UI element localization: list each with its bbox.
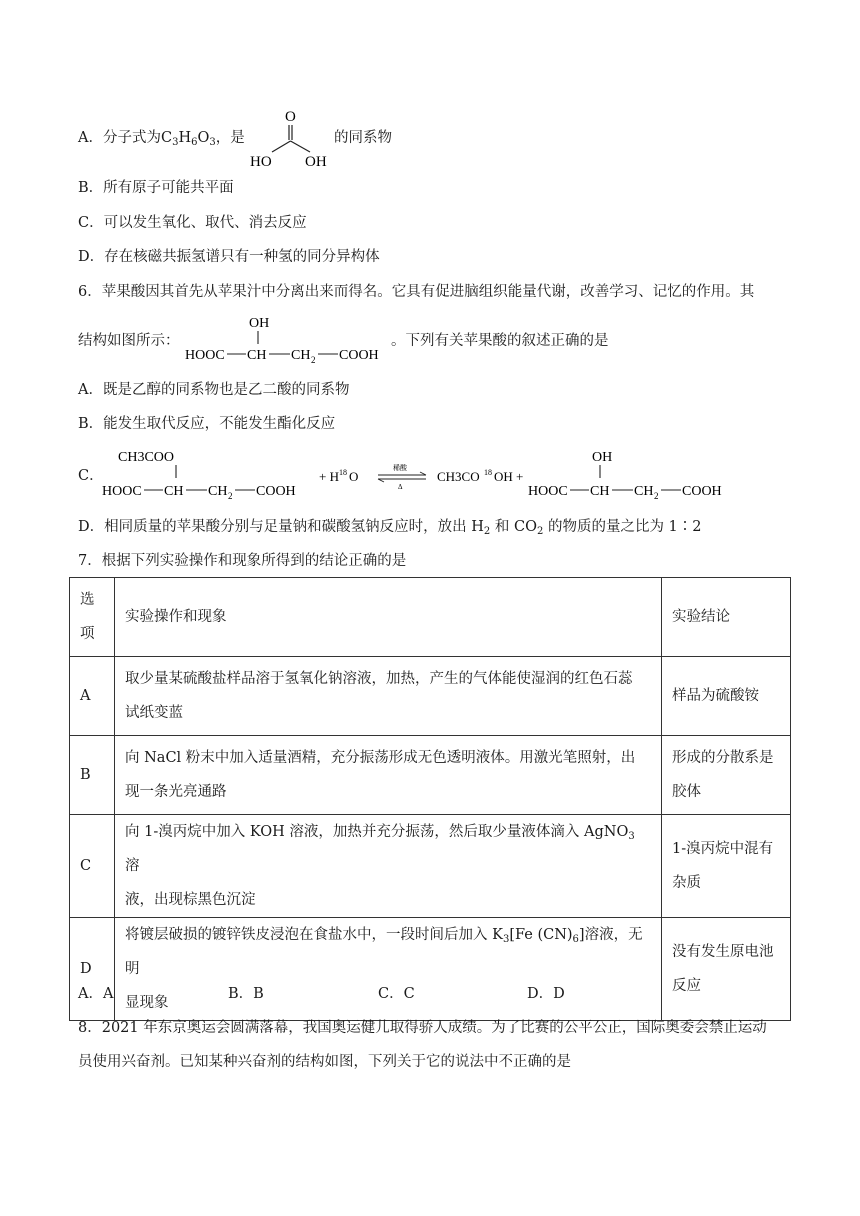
q6-option-b: B．能发生取代反应，不能发生酯化反应 <box>78 416 336 432</box>
table-header-row <box>70 578 791 657</box>
q5-option-c: C．可以发生氧化、取代、消去反应 <box>78 215 307 231</box>
carbonic-acid-structure <box>244 104 336 174</box>
row-operation: 向 1-溴丙烷中加入 KOH 溶液，加热并充分振荡，然后取少量液体滴入 AgNO$_3$ 溶 液，出现棕黑色沉淀 <box>115 815 662 918</box>
q6-option-d: D．相同质量的苹果酸分别与足量钠和碳酸氢钠反应时，放出 $H_2$ 和 $CO_2$ 的物质的量之比为 1∶2 <box>78 519 702 537</box>
row-conclusion: 1-溴丙烷中混有 杂质 <box>662 815 791 918</box>
eq-condition-top: 稀酸 <box>393 464 407 472</box>
table-row <box>70 657 791 736</box>
q7-choice-a: A．A <box>78 986 114 1002</box>
eq-ch-2: CH <box>590 484 610 499</box>
eq-ch2-2: CH <box>634 484 654 499</box>
malic-acid-structure <box>184 310 394 366</box>
eq-ch2-1: CH <box>208 484 228 499</box>
q6-stem-line2-suffix: 。下列有关苹果酸的叙述正确的是 <box>391 333 609 349</box>
eq-product-sup: 18 <box>484 468 492 477</box>
eq-ch2-sub-1: 2 <box>228 491 233 501</box>
eq-condition-bottom: Δ <box>398 483 403 491</box>
table-row <box>70 815 791 918</box>
q7-choice-b: B．B <box>228 986 264 1002</box>
row-label: B <box>70 736 115 815</box>
q6-stem-line2-prefix: 结构如图所示： <box>78 333 180 349</box>
eq-cooh-1: COOH <box>256 484 296 499</box>
eq-product-end: OH + <box>494 469 524 484</box>
eq-ch2-sub-2: 2 <box>654 491 659 501</box>
row-operation: 将镀层破损的镀锌铁皮浸泡在食盐水中，一段时间后加入 $K_3[Fe$ $(CN)_6$]溶液，无明 显现象 <box>115 918 662 1021</box>
row-label: C <box>70 815 115 918</box>
row-conclusion: 形成的分散系是 胶体 <box>662 736 791 815</box>
eq-hooc-1: HOOC <box>102 484 142 499</box>
q8-line2: 员使用兴奋剂。已知某种兴奋剂的结构如图，下列关于它的说法中不正确的是 <box>78 1054 571 1070</box>
malic-ch: CH <box>247 348 267 363</box>
header-option: 选 项 <box>70 578 115 657</box>
q7-choice-c: C．C <box>378 986 415 1002</box>
eq-plus-h: + H <box>319 469 339 484</box>
eq-hooc-2: HOOC <box>528 484 568 499</box>
malic-ch2: CH <box>291 348 311 363</box>
row-label: A <box>70 657 115 736</box>
hydrolysis-equation <box>100 444 740 502</box>
row-conclusion: 样品为硫酸铵 <box>662 657 791 736</box>
carbonic-oh: OH <box>305 154 327 170</box>
q5-option-a: A．分子式为$C_3H_6O_3$，是 <box>78 130 245 148</box>
malic-hooc: HOOC <box>185 348 225 363</box>
eq-sup-18: 18 <box>339 468 347 477</box>
header-conclusion: 实验结论 <box>662 578 791 657</box>
eq-product-acid: CH3CO <box>437 469 480 484</box>
row-label: D <box>70 918 115 1021</box>
table-row <box>70 918 791 1021</box>
q6-stem-line1: 6．苹果酸因其首先从苹果汁中分离出来而得名。它具有促进脑组织能量代谢，改善学习、记忆的作用。其 <box>78 284 755 300</box>
q6-option-a: A．既是乙醇的同系物也是乙二酸的同系物 <box>78 382 350 398</box>
table-row <box>70 736 791 815</box>
eq-water-o: O <box>349 469 359 484</box>
experiment-table <box>69 577 791 1021</box>
header-operation: 实验操作和现象 <box>115 578 662 657</box>
q7-choice-d: D．D <box>527 986 565 1002</box>
carbonic-ho: HO <box>250 154 272 170</box>
q8-line1: 8．2021 年东京奥运会圆满落幕，我国奥运健儿取得骄人成绩。为了比赛的公平公正，国际奥委会禁止运动 <box>78 1020 767 1036</box>
q5-option-d: D．存在核磁共振氢谱只有一种氢的同分异构体 <box>78 249 380 265</box>
malic-ch2-sub: 2 <box>311 355 316 365</box>
eq-ch3coo: CH3COO <box>118 450 175 465</box>
q5-option-a-suffix: 的同系物 <box>334 130 392 146</box>
eq-cooh-2: COOH <box>682 484 722 499</box>
q5-option-b: B．所有原子可能共平面 <box>78 180 234 196</box>
malic-cooh: COOH <box>339 348 379 363</box>
malic-oh: OH <box>249 316 270 331</box>
carbonic-oxygen: O <box>285 109 296 125</box>
q6-option-c-label: C． <box>78 468 104 484</box>
row-operation: 向 NaCl 粉末中加入适量酒精，充分振荡形成无色透明液体。用激光笔照射，出 现一条光亮通路 <box>115 736 662 815</box>
row-conclusion: 没有发生原电池 反应 <box>662 918 791 1021</box>
eq-ch-1: CH <box>164 484 184 499</box>
eq-oh-2: OH <box>592 450 613 465</box>
row-operation: 取少量某硫酸盐样品溶于氢氧化钠溶液，加热，产生的气体能使湿润的红色石蕊 试纸变蓝 <box>115 657 662 736</box>
q7-stem: 7．根据下列实验操作和现象所得到的结论正确的是 <box>78 553 407 569</box>
